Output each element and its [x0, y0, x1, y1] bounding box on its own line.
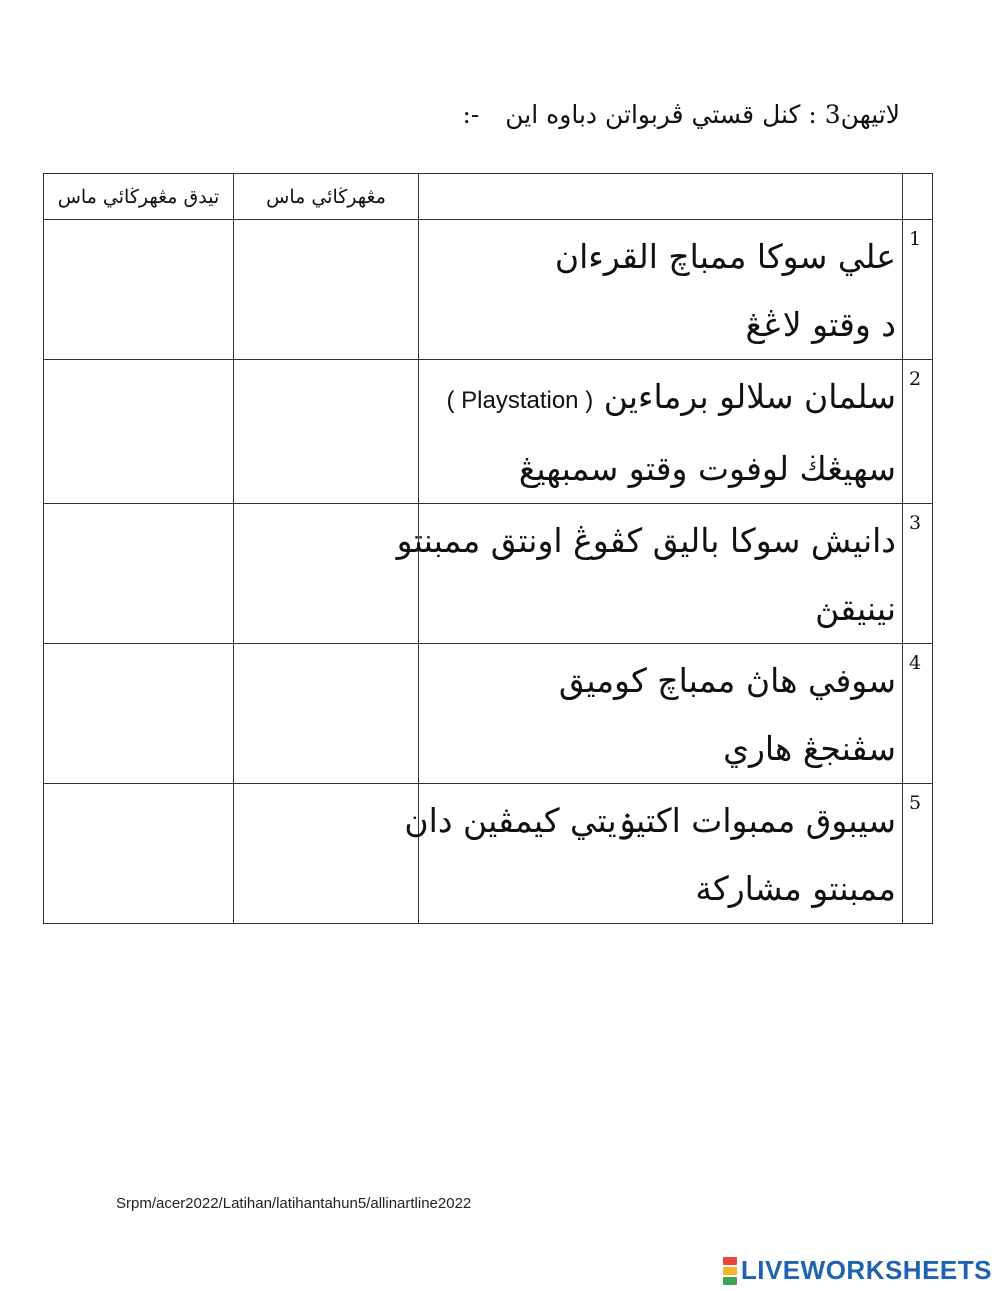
column-header-number [903, 174, 933, 220]
column-header-not-good: تيدق مڠهرڬائي ماس [44, 174, 234, 220]
good-drop-cell[interactable] [234, 784, 419, 924]
row-number-cell [903, 644, 933, 784]
table-header-row [44, 174, 933, 220]
statement-cell [396, 504, 903, 644]
statement-line: سيبوق ممبوات اکتيۏيتي کيمڤين دان [404, 801, 896, 840]
instruction-text: لاتيهن3 : كنل قستي ڤربواتن دباوه اين [505, 100, 900, 129]
logo-block-yellow [723, 1267, 737, 1275]
row-number-cell [903, 504, 933, 644]
good-drop-cell[interactable] [234, 504, 419, 644]
instruction [462, 100, 900, 129]
not-good-drop-cell[interactable] [44, 644, 234, 784]
statement-text: سلمان سلالو برماءين [603, 377, 896, 416]
statement-line: ممبنتو مشارکة [695, 869, 896, 908]
row-number-cell [903, 784, 933, 924]
row-number-cell [903, 220, 933, 360]
not-good-drop-cell[interactable] [44, 504, 234, 644]
statement-line: علي سوکا ممباچ القرءان [554, 237, 896, 276]
logo-block-red [723, 1257, 737, 1265]
statement-line: سوفي هاڽ ممباچ کوميق [558, 661, 896, 700]
statement-latin-text: ( Playstation ) [446, 387, 594, 414]
table-row [44, 360, 933, 504]
good-drop-cell[interactable] [234, 644, 419, 784]
statement-line: سهيڠڬ لوفوت وقتو سمبهيڠ [518, 449, 896, 488]
statement-cell [404, 784, 903, 924]
row-number: 5 [909, 792, 922, 814]
statement-line: د وقتو لاڠڠ [745, 305, 896, 344]
table-row [44, 644, 933, 784]
row-number: 4 [909, 652, 922, 674]
footer-path: Srpm/acer2022/Latihan/latihantahun5/allinartline2022 [116, 1195, 472, 1212]
logo-block-green [723, 1277, 737, 1285]
statement-cell [419, 220, 903, 360]
row-number: 3 [909, 512, 922, 534]
row-number: 1 [909, 228, 922, 250]
column-header-statement [419, 174, 903, 220]
table-row [44, 784, 933, 924]
statement-line [427, 363, 896, 435]
statement-line: نينيقڽ [815, 589, 896, 628]
statement-cell [419, 644, 903, 784]
worksheet-table [43, 173, 933, 924]
row-number-cell [903, 360, 933, 504]
liveworksheets-logo [723, 1255, 992, 1286]
table-row [44, 220, 933, 360]
column-header-good: مڠهرڬائي ماس [234, 174, 419, 220]
statement-line: دانيش سوکا باليق كڤوڠ اونتق ممبنتو [396, 521, 896, 560]
good-drop-cell[interactable] [234, 360, 419, 504]
not-good-drop-cell[interactable] [44, 360, 234, 504]
statement-line: سڤنجڠ هاري [723, 729, 896, 768]
table-row [44, 504, 933, 644]
not-good-drop-cell[interactable] [44, 784, 234, 924]
brand-text: LIVEWORKSHEETS [740, 1255, 992, 1285]
row-number: 2 [909, 368, 922, 390]
liveworksheets-icon [723, 1257, 737, 1285]
statement-cell [419, 360, 903, 504]
not-good-drop-cell[interactable] [44, 220, 234, 360]
instruction-tail: :- [462, 100, 480, 129]
good-drop-cell[interactable] [234, 220, 419, 360]
